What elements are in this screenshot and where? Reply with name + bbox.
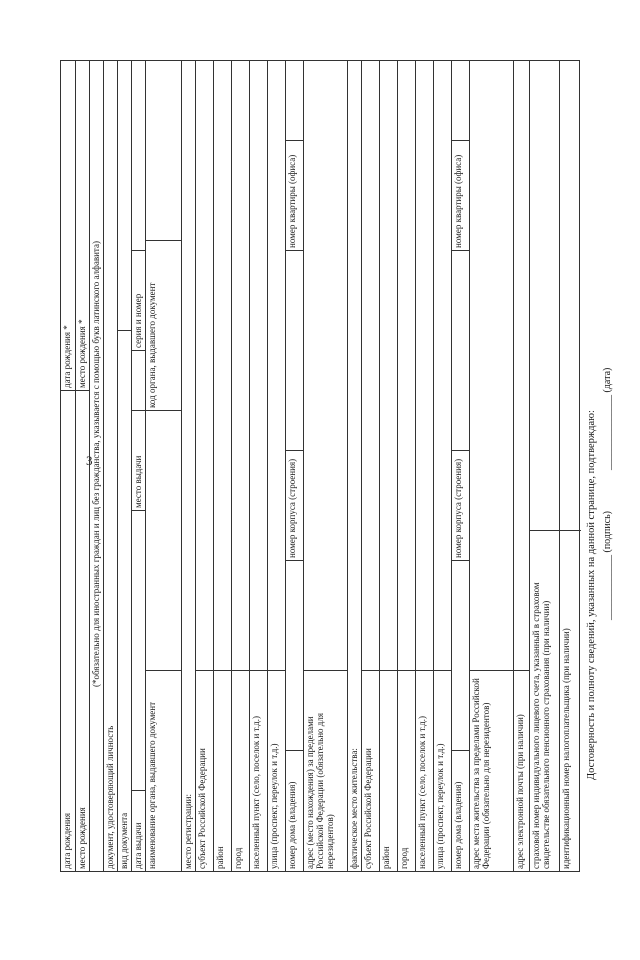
issuer-name-label: наименование органа, выдавшего документ [147, 701, 157, 869]
table-row [131, 61, 145, 871]
subject-label: субъект Российской Федерации [197, 748, 207, 869]
apartment-label: номер квартиры (офиса) [287, 154, 297, 248]
table-row [103, 61, 117, 871]
table-row [433, 61, 451, 871]
table-row [267, 61, 285, 871]
signature-line: _____________ (подпись) [602, 510, 613, 620]
snils-label: страховой номер индивидуального лицевого счета, указанный в страховом свидетельстве обязательного пенсионного страхования (при наличии) [531, 582, 551, 869]
actual-place-label: фактическое место жительства: [349, 748, 359, 869]
table-row [213, 61, 231, 871]
series-number-label: серия и номер [133, 293, 143, 348]
table-row [117, 61, 131, 871]
table-row [361, 61, 379, 871]
house-label: номер дома (владения) [287, 781, 297, 869]
subject-label-2: субъект Российской Федерации [363, 748, 373, 869]
table-row [397, 61, 415, 871]
table-row [89, 61, 103, 871]
street-label-2: улица (проспект, переулок и т.д.) [435, 743, 445, 869]
page-number: 3 [86, 453, 93, 468]
building-label: номер корпуса (строения) [287, 458, 297, 558]
apartment-label-2: номер квартиры (офиса) [453, 154, 463, 248]
table-row [303, 61, 347, 871]
pob-label-right: место рождения * [77, 319, 87, 388]
house-label-2: номер дома (владения) [453, 781, 463, 869]
table-row [61, 61, 75, 871]
email-label: адрес электронной почты (при наличии) [515, 714, 525, 869]
table-row [469, 61, 513, 871]
city-label: город [233, 847, 243, 869]
doc-type-label: вид документа [119, 812, 129, 869]
table-row [513, 61, 529, 871]
dob-label: дата рождения [62, 813, 72, 869]
latin-note: (*обязательно для иностранных граждан и лиц без гражданства, указывается с помощью букв латинского алфавита) [91, 241, 101, 687]
table-row [75, 61, 89, 871]
pob-label: место рождения [77, 807, 87, 869]
issuer-code-label: код органа, выдавшего документ [147, 282, 157, 408]
footer-statement: Достоверность и полноту сведений, указанных на данной странице, подтверждаю: [586, 410, 597, 780]
table-row [451, 61, 469, 871]
settlement-label: населенный пункт (село, поселок и т.д.) [251, 716, 261, 869]
issue-place-label: место выдачи [133, 455, 143, 508]
district-label: район [215, 846, 225, 869]
date-line: _______________ (дата) [602, 367, 613, 470]
id-document-label: документ, удостоверяющий личность [105, 725, 115, 869]
issue-date-label: дата выдачи [133, 822, 143, 869]
table-row [231, 61, 249, 871]
inn-label: идентификационный номер налогоплательщика (при наличии) [561, 628, 571, 869]
footer-confirmation [586, 60, 640, 960]
table-row [347, 61, 361, 871]
table-row [195, 61, 213, 871]
street-label: улица (проспект, переулок и т.д.) [269, 743, 279, 869]
table-row [529, 61, 559, 871]
personal-data-table [60, 60, 580, 872]
district-label-2: район [381, 846, 391, 869]
settlement-label-2: населенный пункт (село, поселок и т.д.) [417, 716, 427, 869]
city-label-2: город [399, 847, 409, 869]
table-row [181, 61, 195, 871]
table-row [379, 61, 397, 871]
abroad-residence-label: адрес места жительства за пределами Российской Федерации (обязательно для нерезидентов) [471, 678, 491, 869]
rotated-form-container [60, 60, 580, 872]
building-label-2: номер корпуса (строения) [453, 458, 463, 558]
reg-place-label: место регистрации: [183, 794, 193, 869]
dob-label-right: дата рождения * [62, 325, 72, 388]
table-row [285, 61, 303, 871]
table-row [415, 61, 433, 871]
table-row [559, 61, 581, 871]
abroad-address-label: адрес (место нахождения) за пределами Российской Федерации (обязательно для нерезидентов) [305, 713, 335, 869]
table-row [145, 61, 181, 871]
table-row [249, 61, 267, 871]
